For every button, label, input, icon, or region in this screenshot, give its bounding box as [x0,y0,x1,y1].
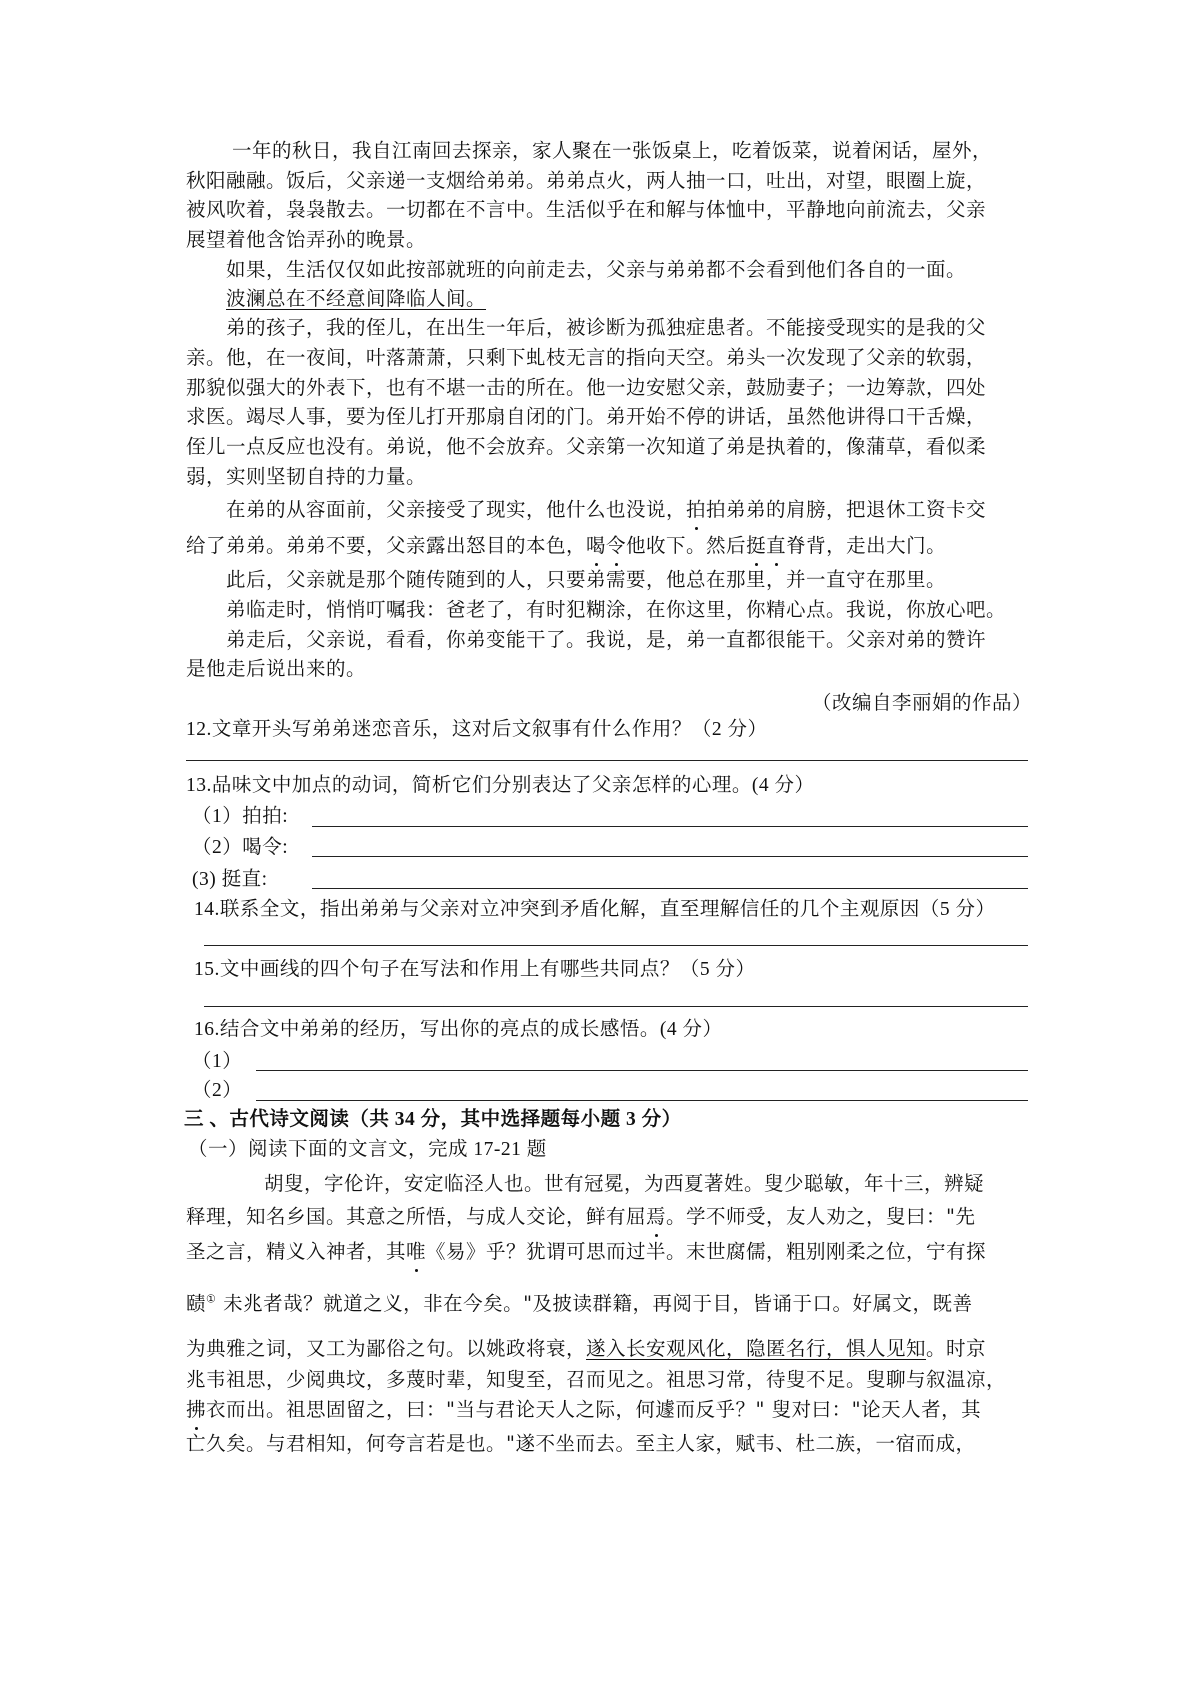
dotted-char-he: 喝 [586,532,606,560]
passage-p6: 此后，父亲就是那个随传随到的人，只要弟需要，他总在那里，并一直守在那里。 [226,568,947,591]
classical-line2: 释理，知名乡国。其意之所悟，与成人交论，鲜有屈焉。学不师受，友人劝之，叟曰："先 [186,1203,976,1231]
dotted-char-ling: 令 [606,532,626,560]
passage-p4-line5: 侄儿一点反应也没有。弟说，他不会放弃。父亲第一次知道了弟是执着的，像蒲草，看似柔 [186,435,987,458]
answer-line-12 [186,760,1028,761]
dotted-char-ting: 挺 [746,532,766,560]
passage-p1-line1: 一年的秋日，我自江南回去探亲，家人聚在一张饭桌上，吃着饭菜，说着闲话，屋外， [232,139,993,162]
classical-line8: 亡久矣。与君相知，何夸言若是也。"遂不坐而去。至主人家，赋韦、杜二族，一宿而成， [186,1432,976,1455]
footnote-mark: ① [206,1292,217,1306]
answer-line-13-1 [312,826,1028,827]
question-14: 14.联系全文，指出弟弟与父亲对立冲突到矛盾化解，直至理解信任的几个主观原因（5 分） [194,899,996,920]
question-13-2-label: （2）喝令: [192,837,289,858]
section-3-title: 三 、古代诗文阅读（共 34 分，其中选择题每小题 3 分） [184,1109,682,1130]
dotted-char-fu: 拂 [186,1396,206,1424]
classical-line7: 拂衣而出。祖思固留之，曰："当与君论天人之际，何遽而反乎？" 叟对曰："论天人者，其 [186,1396,981,1424]
classical-line4: 赜① 未兆者哉？就道之义，非在今矣。"及披读群籍，再阅于目，皆诵于口。好属文，既善 [186,1292,973,1315]
answer-line-13-2 [312,856,1028,857]
passage-p7: 弟临走时，悄悄叮嘱我：爸老了，有时犯糊涂，在你这里，你精心点。我说，你放心吧。 [226,598,1007,621]
passage-p4-line6: 弱，实则坚韧自持的力量。 [186,465,427,488]
classical-line1: 胡叟，字伦许，安定临泾人也。世有冠冕，为西夏著姓。叟少聪敏，年十三，辨疑 [264,1172,985,1195]
answer-line-16-2 [256,1100,1028,1101]
dotted-char-yan: 焉 [646,1203,666,1231]
classical-line5: 为典雅之词，又工为鄙俗之句。以姚政将衰，遂入长安观风化，隐匿名行，惧人见知。时京 [186,1337,987,1360]
passage-p1-line2: 秋阳融融。饭后，父亲递一支烟给弟弟。弟弟点火，两人抽一口，吐出，对望，眼圈上旋， [186,169,987,192]
passage-source: （改编自李丽娟的作品） [812,691,1033,714]
question-13: 13.品味文中加点的动词，简析它们分别表达了父亲怎样的心理。(4 分） [186,775,815,796]
dotted-char-zhi: 直 [766,532,786,560]
answer-line-15 [204,1006,1028,1007]
classical-line6: 兆韦祖思，少阅典坟，多蔑时辈，知叟至，召而见之。祖思习常，待叟不足。叟聊与叙温凉， [186,1368,1007,1391]
passage-p1-line4: 展望着他含饴弄孙的晚景。 [186,228,427,251]
answer-line-14 [204,945,1028,946]
classical-line3: 圣之言，精义入神者，其唯《易》乎？犹谓可思而过半。末世腐儒，粗别刚柔之位，宁有探 [186,1238,986,1266]
question-13-3-label: (3) 挺直: [192,869,268,890]
passage-p3-underlined: 波澜总在不经意间降临人间。 [226,287,487,310]
question-16: 16.结合文中弟弟的经历，写出你的亮点的成长感悟。(4 分） [194,1019,723,1040]
passage-p5-line1: 在弟的从容面前，父亲接受了现实，他什么也没说，拍拍弟弟的肩膀，把退休工资卡交 [226,496,986,524]
question-12: 12.文章开头写弟弟迷恋音乐，这对后文叙事有什么作用？（2 分） [186,719,768,740]
passage-p4-line4: 求医。竭尽人事，要为侄儿打开那扇自闭的门。弟开始不停的讲话，虽然他讲得口干舌燥， [186,405,987,428]
dotted-char-pai: 拍 [686,496,706,524]
passage-p2: 如果，生活仅仅如此按部就班的向前走去，父亲与弟弟都不会看到他们各自的一面。 [226,258,967,281]
question-13-1-label: （1）拍拍: [192,806,289,827]
passage-p1-line3: 被风吹着，袅袅散去。一切都在不言中。生活似乎在和解与体恤中，平静地向前流去，父亲 [186,198,987,221]
question-16-2-label: （2） [192,1080,243,1101]
passage-p4-line2: 亲。他，在一夜间，叶落萧萧，只剩下虬枝无言的指向天空。弟头一次发现了父亲的软弱， [186,346,987,369]
section-3-subtitle: （一）阅读下面的文言文，完成 17-21 题 [188,1139,547,1160]
dotted-char-wei: 唯 [406,1238,426,1266]
passage-p4-line1: 弟的孩子，我的侄儿，在出生一年后，被诊断为孤独症患者。不能接受现实的是我的父 [226,316,987,339]
answer-line-13-3 [312,888,1028,889]
passage-p8-line2: 是他走后说出来的。 [186,657,367,680]
question-15: 15.文中画线的四个句子在写法和作用上有哪些共同点？（5 分） [194,959,756,980]
passage-p5-line2: 给了弟弟。弟弟不要，父亲露出怒目的本色，喝令他收下。然后挺直脊背，走出大门。 [186,532,946,560]
passage-p4-line3: 那貌似强大的外表下，也有不堪一击的所在。他一边安慰父亲，鼓励妻子；一边筹款，四处 [186,376,987,399]
passage-p8-line1: 弟走后，父亲说，看看，你弟变能干了。我说，是，弟一直都很能干。父亲对弟的赞许 [226,628,987,651]
underlined-sentence-classical: 遂入长安观风化，隐匿名行，惧人见知 [586,1337,927,1360]
question-16-1-label: （1） [192,1051,243,1072]
answer-line-16-1 [256,1070,1028,1071]
